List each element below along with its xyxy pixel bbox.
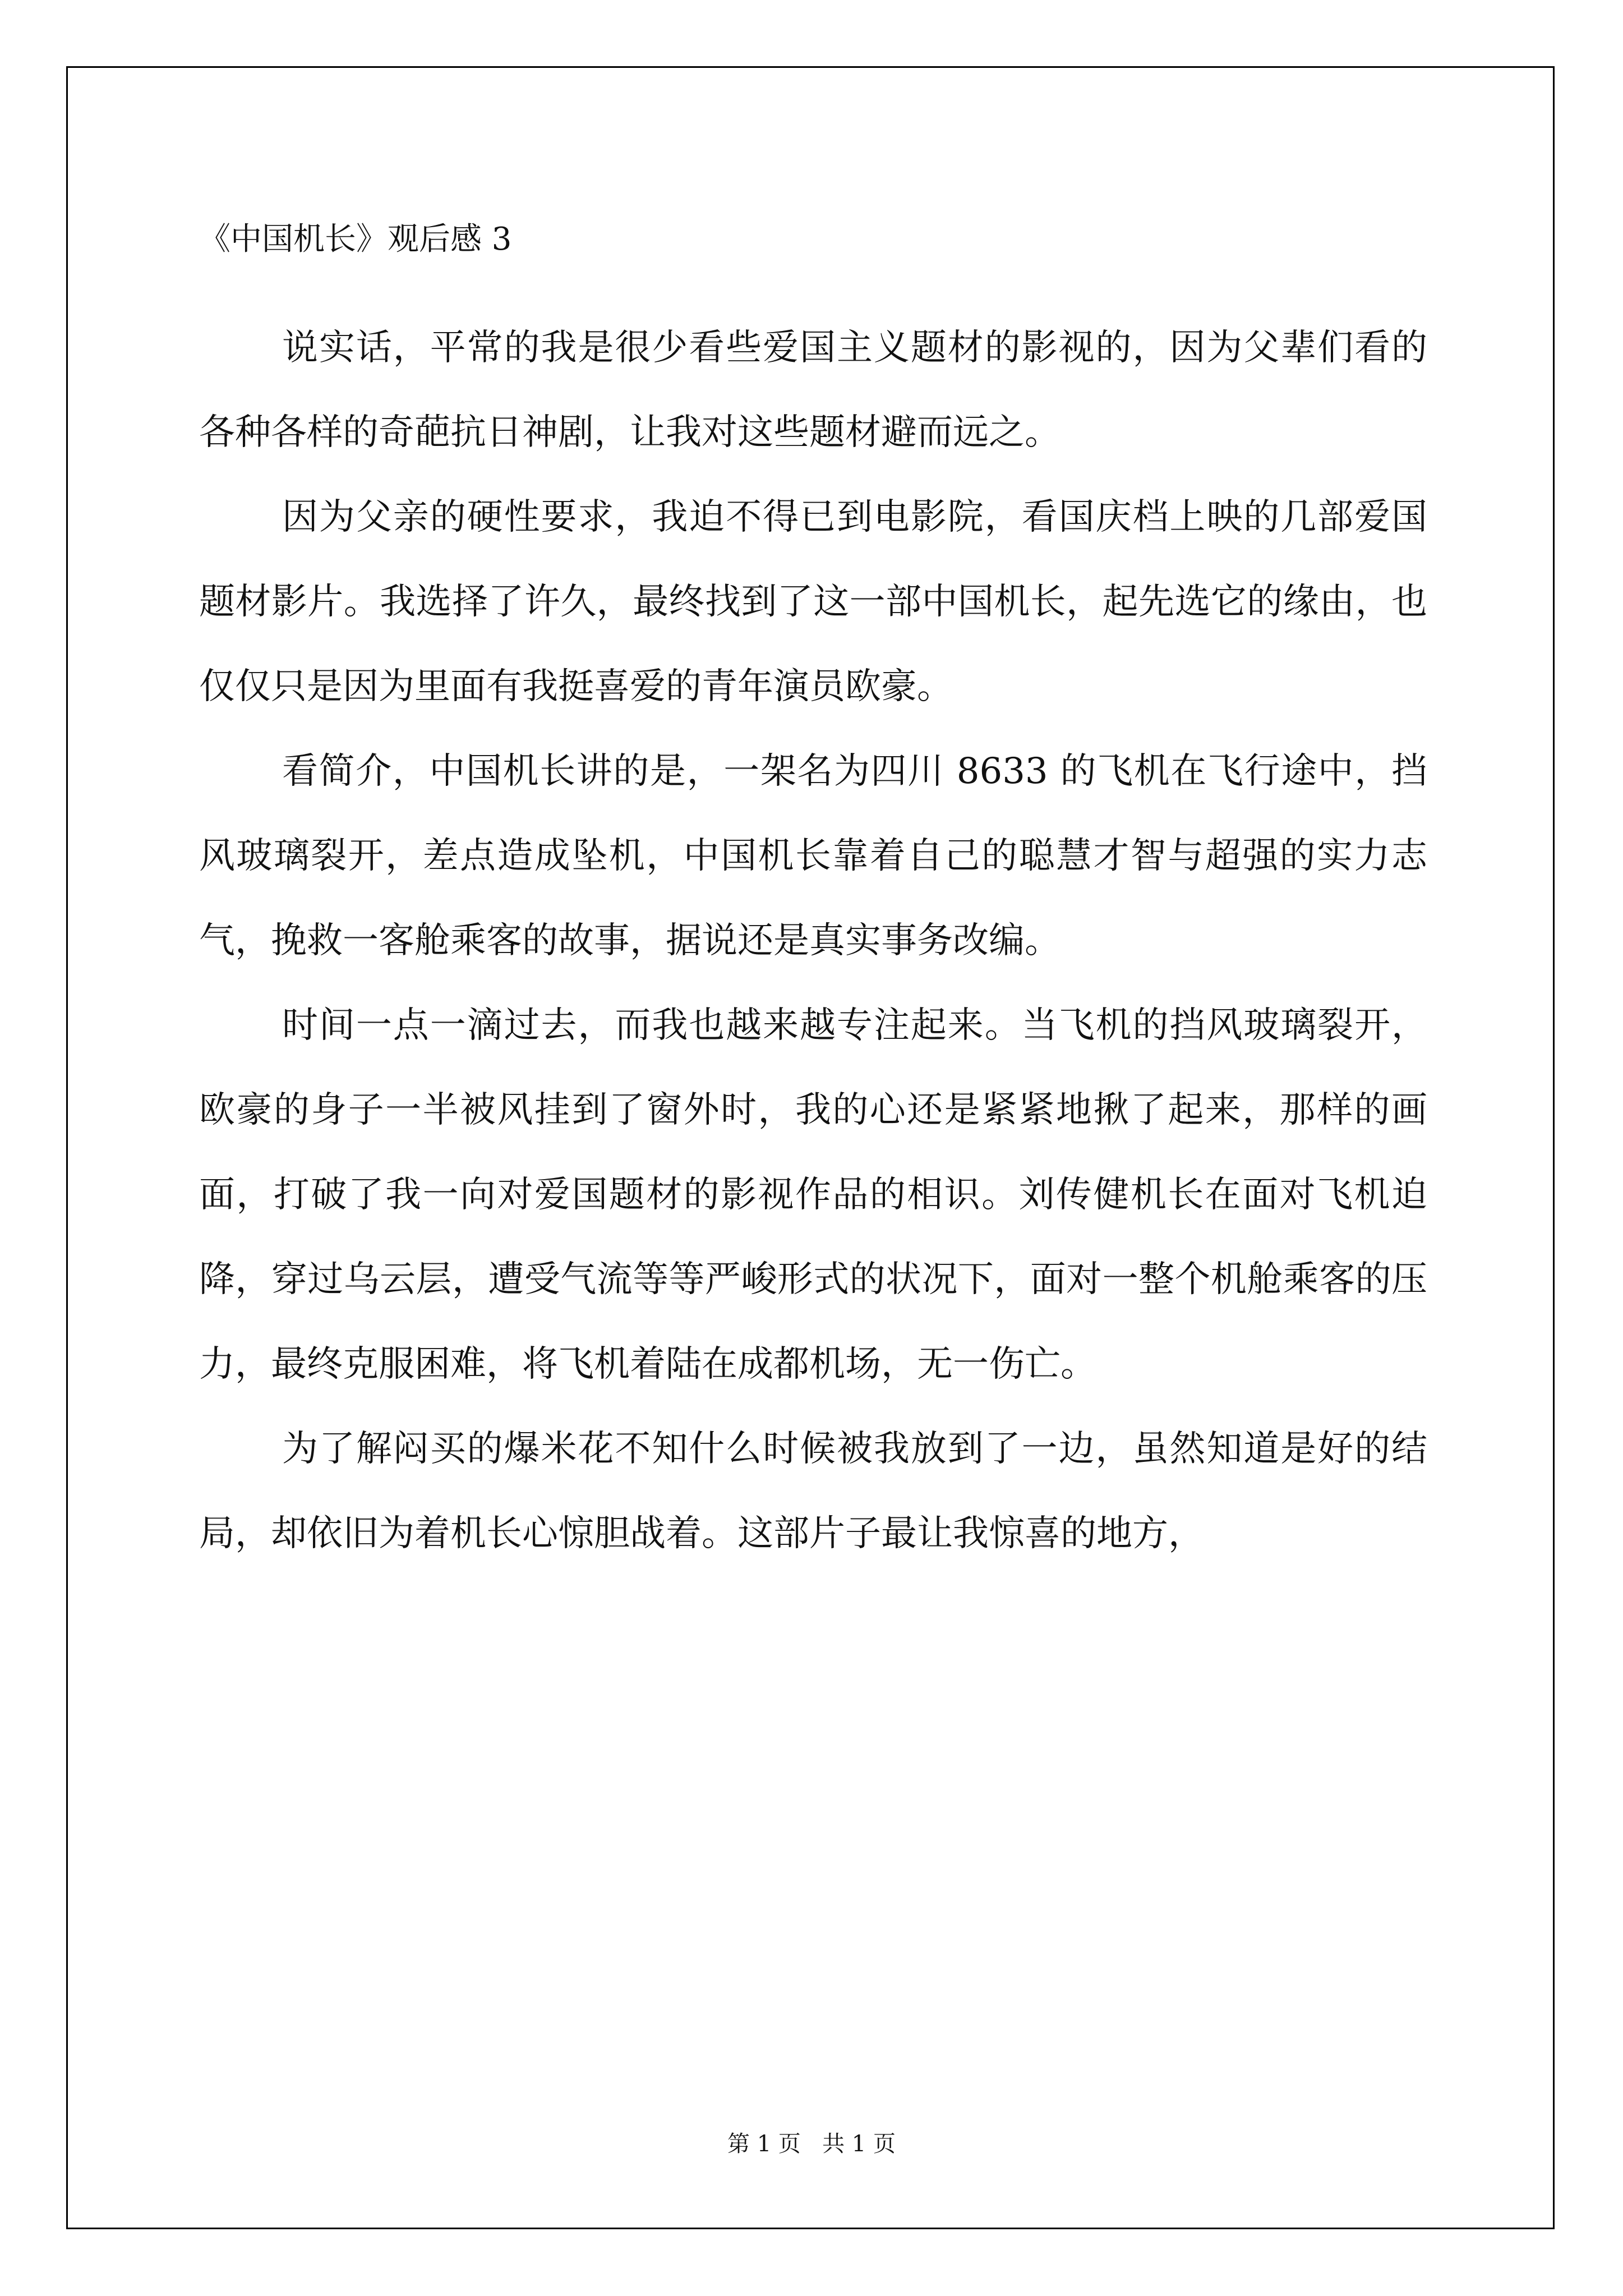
document-body: [199, 222, 1427, 1576]
page-footer: 第 1 页 共 1 页: [727, 2131, 896, 2157]
paragraph-2: 因为父亲的硬性要求，我迫不得已到电影院，看国庆档上映的几部爱国题材影片。我选择了许久，最终找到了这一部中国机长，起先选它的缘由，也仅仅只是因为里面有我挺喜爱的青年演员欧豪。: [199, 496, 1427, 707]
paragraph-3: 看简介，中国机长讲的是，一架名为四川 8633 的飞机在飞行途中，挡风玻璃裂开，差点造成坠机，中国机长靠着自己的聪慧才智与超强的实力志气，挽救一客舱乘客的故事，据说还是真实事务改编。: [199, 751, 1427, 961]
paragraph-5: 为了解闷买的爆米花不知什么时候被我放到了一边，虽然知道是好的结局，却依旧为着机长心惊胆战着。这部片子最让我惊喜的地方，: [199, 1428, 1427, 1554]
paragraph-4: 时间一点一滴过去，而我也越来越专注起来。当飞机的挡风玻璃裂开，欧豪的身子一半被风挂到了窗外时，我的心还是紧紧地揪了起来，那样的画面，打破了我一向对爱国题材的影视作品的相识。刘传健机长在面对飞机迫降，穿过乌云层，遭受气流等等严峻形式的状况下，面对一整个机舱乘客的压力，最终克服困难，将飞机着陆在成都机场，无一伤亡。: [199, 1005, 1427, 1385]
paragraph-1: 说实话，平常的我是很少看些爱国主义题材的影视的，因为父辈们看的各种各样的奇葩抗日神剧，让我对这些题材避而远之。: [199, 327, 1427, 453]
document-title: 《中国机长》观后感 3: [199, 221, 512, 257]
